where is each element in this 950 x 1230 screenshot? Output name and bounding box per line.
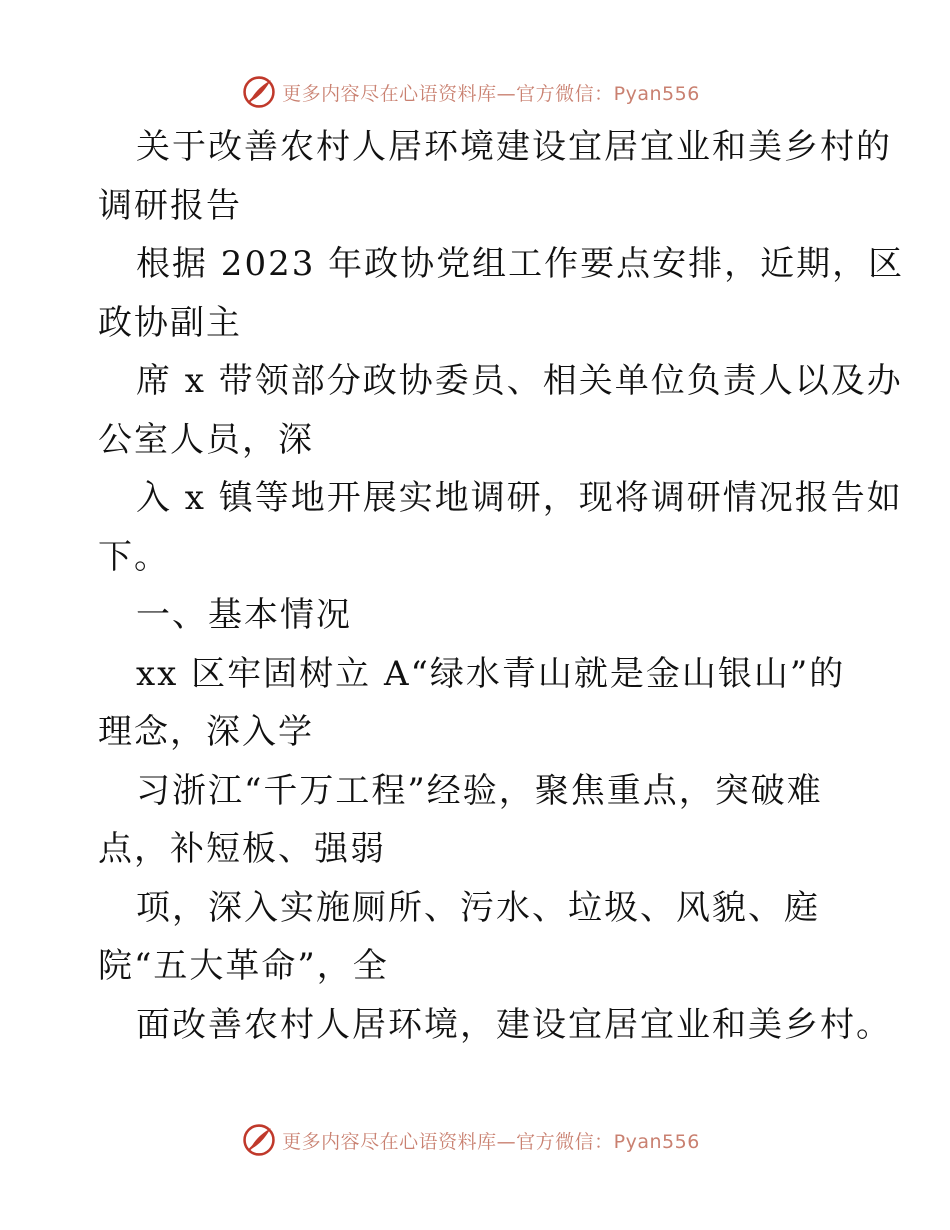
- document-body: [98, 118, 905, 1054]
- text-line: 席 x 带领部分政协委员、相关单位负责人以及办: [136, 361, 903, 401]
- text-line: 项，深入实施厕所、污水、垃圾、风貌、庭: [136, 887, 820, 928]
- text-line: xx 区牢固树立 A“绿水青山就是金山银山”的: [136, 653, 846, 694]
- text-line: 根据 2023 年政协党组工作要点安排，近期，区: [136, 244, 905, 284]
- text-line: 公室人员，深: [98, 419, 314, 460]
- text-line: 院“五大革命”，全: [98, 946, 389, 986]
- watermark-text: 更多内容尽在心语资料库—官方微信：Pyan556: [282, 1130, 700, 1153]
- text-line: 点，补短板、强弱: [98, 829, 386, 869]
- text-line: 面改善农村人居环境，建设宜居宜业和美乡村。: [136, 1004, 892, 1045]
- text-line: 政协副主: [98, 302, 242, 343]
- text-line: 理念，深入学: [98, 712, 314, 752]
- feather-quill-logo-icon: [242, 1123, 276, 1157]
- section-heading: 一、基本情况: [136, 595, 352, 635]
- text-line: 调研报告: [98, 185, 242, 226]
- text-line: 习浙江“千万工程”经验，聚焦重点，突破难: [136, 770, 823, 811]
- watermark-text: 更多内容尽在心语资料库—官方微信：Pyan556: [282, 82, 700, 105]
- text-line: 关于改善农村人居环境建设宜居宜业和美乡村的: [136, 127, 892, 167]
- footer-watermark: [0, 1118, 950, 1162]
- header-watermark: [0, 70, 950, 114]
- text-line: 下。: [98, 536, 170, 577]
- feather-quill-logo-icon: [242, 75, 276, 109]
- text-line: 入 x 镇等地开展实地调研，现将调研情况报告如: [136, 478, 903, 518]
